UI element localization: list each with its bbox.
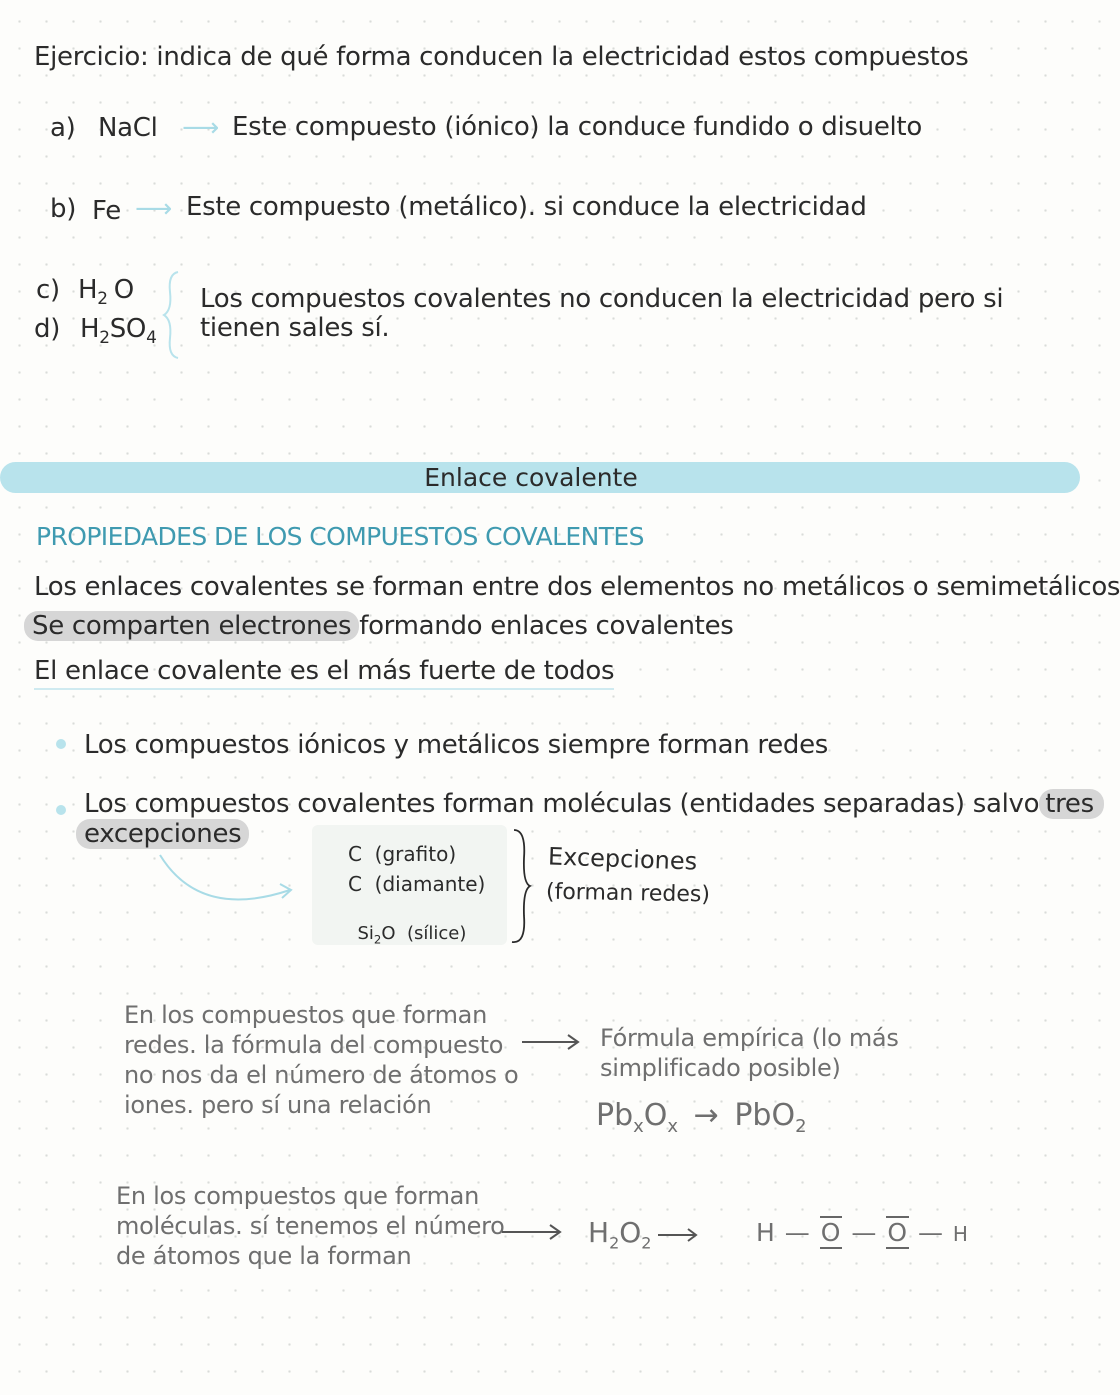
molecules-text-1: En los compuestos que forman (116, 1182, 480, 1210)
item-c-formula: $H_2$ O (78, 275, 134, 309)
brace-icon (160, 270, 184, 360)
exercise-title: Ejercicio: indica de qué forma conducen la electricidad estos compuestos (34, 42, 969, 72)
arrow-right-icon (500, 1222, 566, 1242)
bullet-dot (56, 739, 66, 749)
item-d-label: d) (34, 314, 61, 344)
molecule-structure: H — O — O — H (756, 1218, 969, 1247)
exceptions-sublabel: (forman redes) (545, 879, 711, 908)
bullet-2-text: Los compuestos covalentes forman moléculas (entidades separadas) salvo tres (84, 789, 1104, 819)
bullet-1-text: Los compuestos iónicos y metálicos siempre forman redes (84, 730, 829, 760)
section-band-title: Enlace covalente (424, 463, 638, 492)
arrow-right-icon: ⟶ (182, 113, 220, 143)
highlight-shared-electrons: Se comparten electrones (24, 611, 359, 641)
section-heading: PROPIEDADES DE LOS COMPUESTOS COVALENTES (36, 522, 644, 551)
item-c-label: c) (36, 275, 60, 305)
networks-text-2: redes. la fórmula del compuesto (124, 1031, 504, 1059)
highlight-exceptions: excepciones (76, 819, 249, 849)
arrow-right-icon: ⟶ (135, 194, 173, 224)
item-b-text: Este compuesto (metálico). si conduce la electricidad (186, 192, 867, 222)
networks-example: $Pb_xO_x \to PbO_2$ (596, 1098, 807, 1137)
item-a-formula: NaCl (98, 113, 158, 143)
bullet-dot (56, 805, 66, 815)
molecules-text-2: moléculas. sí tenemos el número (116, 1212, 505, 1240)
arrow-right-icon (656, 1225, 702, 1245)
item-cd-text-2: tienen sales sí. (200, 313, 390, 343)
exception-item-diamond: C (diamante) (348, 872, 486, 896)
exception-item-silica: $Si_2O$ (sílice) (357, 923, 467, 947)
molecules-text-3: de átomos que la forman (116, 1242, 412, 1270)
arrow-right-icon (520, 1032, 582, 1052)
exceptions-label: Excepciones (547, 842, 698, 876)
networks-result-2: simplificado posible) (600, 1054, 841, 1082)
bullet-2-exceptions (76, 819, 249, 849)
networks-text-3: no nos da el número de átomos o (124, 1061, 519, 1089)
item-b-formula: Fe (92, 196, 121, 226)
item-cd-text-1: Los compuestos covalentes no conducen la electricidad pero si (200, 284, 1004, 314)
networks-text-1: En los compuestos que forman (124, 1001, 488, 1029)
highlight-three: tres (1039, 789, 1104, 819)
paragraph-line-2: Se comparten electrones formando enlaces covalentes (24, 611, 734, 641)
exception-item-graphite: C (grafito) (348, 842, 457, 866)
curved-arrow-icon (150, 850, 310, 920)
item-a-text: Este compuesto (iónico) la conduce fundido o disuelto (232, 112, 922, 142)
item-d-formula: $H_2SO_4$ (80, 314, 157, 348)
paragraph-line-3: El enlace covalente es el más fuerte de todos (34, 656, 614, 690)
item-a-label: a) (50, 113, 76, 143)
bracket-icon (508, 828, 534, 946)
networks-result-1: Fórmula empírica (lo más (600, 1024, 899, 1052)
item-b-label: b) (50, 194, 77, 224)
networks-text-4: iones. pero sí una relación (124, 1091, 432, 1119)
paragraph-line-1: Los enlaces covalentes se forman entre dos elementos no metálicos o semimetálicos (34, 572, 1120, 602)
molecule-formula: $H_2O_2$ (588, 1216, 652, 1253)
